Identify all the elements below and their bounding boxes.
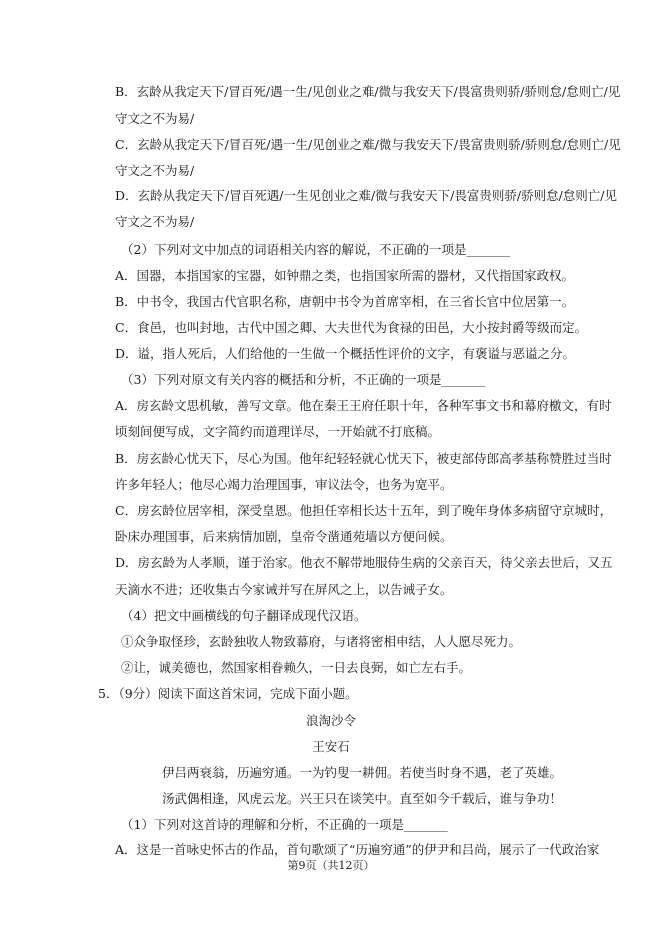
q4-sentence-1: ①众争取怪珍，玄龄独收人物致幕府，与诸将密相申结，人人愿尽死力。 xyxy=(121,634,522,649)
poem-line-1: 伊吕两衰翁，历遍穷通。一为钓叟一耕佣。若使当时身不遇，老了英雄。 xyxy=(162,765,563,780)
option-b-line2: 守文之不为易/ xyxy=(115,111,195,126)
q5-option-a: A．这是一首咏史怀古的作品，首句歌颂了“历遍穷通”的伊尹和吕尚，展示了一代政治家 xyxy=(115,842,600,857)
q2-option-c: C．食邑，也叫封地，古代中国之卿、大夫世代为食禄的田邑，大小按封爵等级而定。 xyxy=(115,320,588,335)
poem-author: 王安石 xyxy=(312,739,350,754)
q3-option-b-line1: B．房玄龄心忧天下，尽心为国。他年纪轻轻就心忧天下，被吏部侍郎高孝基称赞胜过当时 xyxy=(115,451,612,466)
question-4: （4）把文中画横线的句子翻译成现代汉语。 xyxy=(121,608,367,623)
q2-option-b: B．中书令，我国古代官职名称，唐朝中书令为首席宰相，在三省长官中位居第一。 xyxy=(115,294,575,309)
q2-option-a: A．国器，本指国家的宝器，如钟鼎之类，也指国家所需的器材，又代指国家政权。 xyxy=(115,268,575,283)
option-c-line1: C．玄龄从我定天下/冒百死/遇一生/见创业之难/微与我安天下/畏富贵则骄/骄则怠/怠则亡/见 xyxy=(115,137,621,152)
q2-option-d: D．谥，指人死后，人们给他的一生做一个概括性评价的文字，有褒谥与恶谥之分。 xyxy=(115,346,576,361)
q4-sentence-2: ②让，诚美德也，然国家相眷赖久，一日去良弼，如亡左右手。 xyxy=(121,660,472,675)
question-2: （2）下列对文中加点的词语相关内容的解说，不正确的一项是_______ xyxy=(121,242,511,257)
q3-option-d-line2: 天滴水不进；还收集古今家诫并写在屏风之上，以告诫子女。 xyxy=(115,582,453,597)
q3-option-b-line2: 许多年轻人；他尽心竭力治理国事，审议法令，也务为宽平。 xyxy=(115,477,453,492)
page-footer: 第9页（共12页） xyxy=(287,859,375,872)
poem-title: 浪淘沙令 xyxy=(305,713,356,728)
q3-option-d-line1: D．房玄龄为人孝顺，谨于治家。他衣不解带地服侍生病的父亲百天，待父亲去世后，又五 xyxy=(115,555,613,570)
question-5-heading: 5．（9分）阅读下面这首宋词，完成下面小题。 xyxy=(98,686,358,701)
option-d-line2: 守文之不为易/ xyxy=(115,214,195,229)
q3-option-a-line1: A．房玄龄文思机敏，善写文章。他在秦王王府任职十年，各种军事文书和幕府檄文，有时 xyxy=(115,398,612,413)
q3-option-c-line1: C．房玄龄位居宰相，深受皇恩。他担任宰相长达十五年，到了晚年身体多病留守京城时， xyxy=(115,503,613,518)
question-3: （3）下列对原文有关内容的概括和分析，不正确的一项是_______ xyxy=(121,372,486,387)
q5-subquestion-1: （1）下列对这首诗的理解和分析，不正确的一项是_______ xyxy=(121,817,448,832)
q3-option-a-line2: 顷刻间便写成，文字简约而道理详尽，一开始就不打底稿。 xyxy=(115,424,441,439)
option-d-line1: D．玄龄从我定天下/冒百死遇/一生见创业之难/微与我安天下/畏富贵则骄/骄则怠/怠则亡/见 xyxy=(115,188,618,203)
q3-option-c-line2: 卧床办理国事，后来病情加剧，皇帝令凿通苑墙以方便问候。 xyxy=(115,529,453,544)
poem-line-2: 汤武偶相逢，风虎云龙。兴王只在谈笑中。直至如今千载后，谁与争功！ xyxy=(162,791,563,806)
option-c-line2: 守文之不为易/ xyxy=(115,163,195,178)
option-b-line1: B．玄龄从我定天下/冒百死/遇一生/见创业之难/微与我安天下/畏富贵则骄/骄则怠/怠则亡/见 xyxy=(115,84,621,99)
